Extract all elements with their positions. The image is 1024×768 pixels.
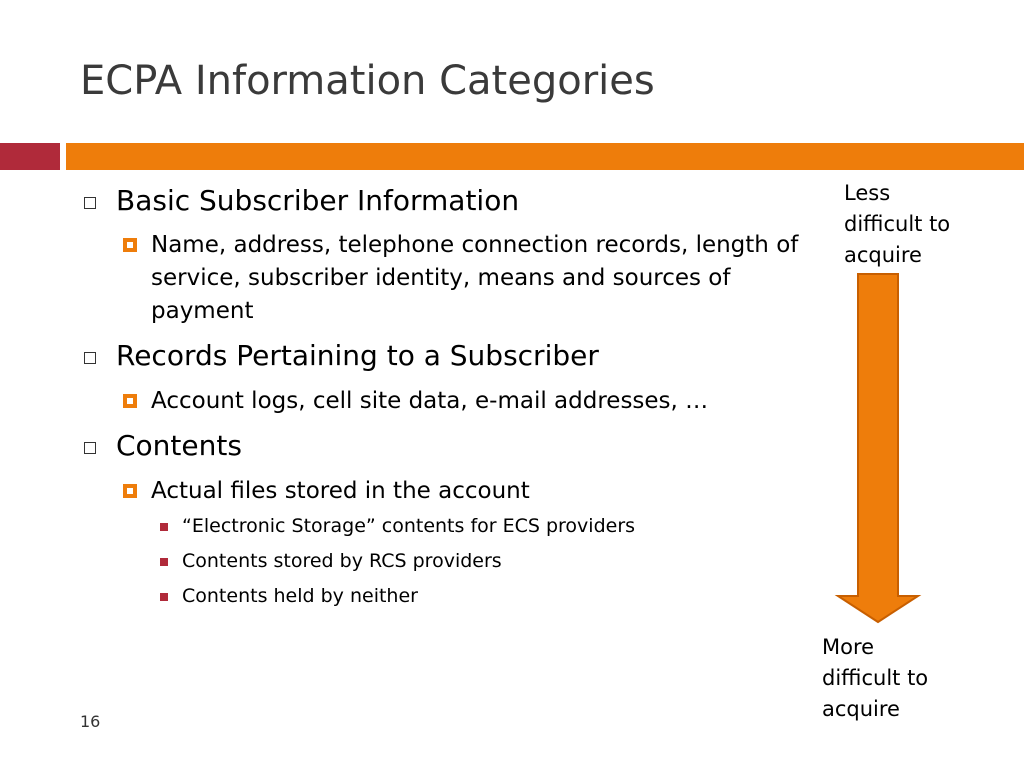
category-contents: Contents: [116, 429, 242, 462]
hollow-square-bullet-icon: [84, 197, 96, 209]
red-square-bullet-icon: [160, 523, 168, 531]
orange-square-bullet-icon: [123, 484, 137, 498]
page-number: 16: [80, 712, 101, 731]
red-square-bullet-icon: [160, 593, 168, 601]
category-contents-detail: Actual files stored in the account: [151, 478, 530, 504]
slide-title: ECPA Information Categories: [80, 58, 655, 104]
title-divider-red: [0, 143, 60, 170]
more-difficult-label: More difficult to acquire: [822, 635, 929, 721]
orange-square-bullet-icon: [123, 394, 137, 408]
hollow-square-bullet-icon: [84, 442, 96, 454]
contents-ecs: “Electronic Storage” contents for ECS providers: [182, 515, 636, 537]
hollow-square-bullet-icon: [84, 352, 96, 364]
orange-square-bullet-icon: [123, 238, 137, 252]
title-divider-orange: [66, 143, 1024, 170]
contents-neither: Contents held by neither: [182, 585, 418, 607]
red-square-bullet-icon: [160, 558, 168, 566]
category-records-detail: Account logs, cell site data, e-mail addresses, …: [151, 388, 709, 414]
category-basic-subscriber: Basic Subscriber Information: [116, 184, 520, 217]
contents-rcs: Contents stored by RCS providers: [182, 550, 502, 572]
less-difficult-label: Less difficult to acquire: [844, 181, 951, 267]
down-arrow-icon: [834, 272, 922, 624]
category-basic-subscriber-detail: Name, address, telephone connection records, length of service, subscriber identity, means and sources of payment: [151, 232, 799, 324]
category-records: Records Pertaining to a Subscriber: [116, 339, 599, 372]
